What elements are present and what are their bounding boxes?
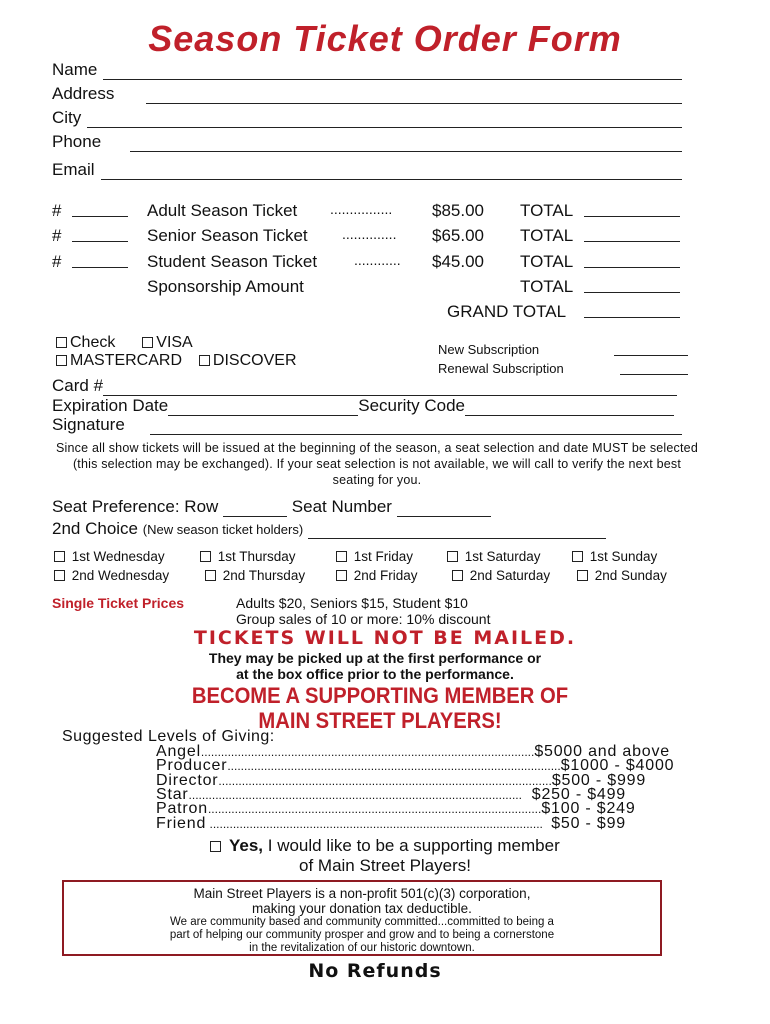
ticket-label: Senior Season Ticket [147,226,308,245]
form-title: Season Ticket Order Form [148,18,622,59]
level-amount: $250 - $499 [531,786,626,803]
city-line[interactable] [87,111,682,128]
check-checkbox[interactable] [56,337,67,348]
day-checkbox[interactable] [336,551,347,562]
visa-label: VISA [156,334,193,351]
renewal-subscription-line[interactable] [620,361,688,375]
level-amount: $1000 - $4000 [560,757,675,774]
level-name: Friend [156,815,207,832]
no-refunds: No Refunds [308,960,442,982]
day-label: 2nd Thursday [222,568,306,583]
name-field[interactable] [52,60,682,80]
grand-total-row [52,302,682,324]
phone-line[interactable] [130,135,682,152]
day-checkbox[interactable] [205,570,216,581]
signature-label: Signature [52,415,125,434]
ticket-price: $85.00 [432,201,484,220]
day-label: 2nd Friday [353,568,418,583]
giving-level: Angel .................................................................................................... $5000 and above [156,743,670,760]
level-name: Patron [156,800,208,817]
pickup-line: at the box office prior to the performance. [236,666,514,682]
community-line: in the revitalization of our historic downtown. [249,942,475,954]
giving-level: Friend .................................................................................................... $50 - $99 [156,815,626,832]
second-choice-label: 2nd Choice [52,519,139,538]
grand-total-line[interactable] [584,302,680,318]
new-subscription-line[interactable] [614,342,688,356]
ticket-price: $65.00 [432,226,484,245]
day-checkbox[interactable] [200,551,211,562]
address-line[interactable] [146,87,682,104]
senior-qty-line[interactable] [72,226,128,242]
student-qty-line[interactable] [72,252,128,268]
expiration-line[interactable] [168,399,358,416]
level-name: Director [156,772,219,789]
total-label: TOTAL [520,252,574,271]
day-checkbox[interactable] [54,551,65,562]
ticket-dots: ................ [330,201,393,217]
email-field[interactable] [52,160,682,180]
renewal-subscription-label: Renewal Subscription [438,361,564,376]
pickup-line: They may be picked up at the first performance or [208,650,542,666]
seat-number-label: Seat Number [291,497,392,516]
day-label: 1st Wednesday [71,549,165,564]
check-option[interactable] [56,334,115,351]
day-label: 1st Friday [353,549,414,564]
yes-member-option[interactable] [0,836,770,876]
second-choice-line[interactable] [308,523,606,539]
yes-label: Yes, [228,836,264,855]
levels-title: Suggested Levels of Giving: [62,728,275,745]
ticket-hash: # [52,252,62,271]
level-name: Star [156,786,189,803]
signature-field[interactable] [52,415,682,435]
new-subscription [438,342,539,357]
group-discount: Group sales of 10 or more: 10% discount [236,611,491,627]
level-amount: $50 - $99 [551,815,626,832]
expiration-label: Expiration Date [52,396,169,415]
level-name: Angel [156,743,201,760]
yes-text: I would like to be a supporting member [267,836,560,855]
single-ticket-label: Single Ticket Prices [52,595,185,611]
expiration-security-field[interactable] [52,396,674,416]
level-name: Producer [156,757,228,774]
seat-number-line[interactable] [397,501,491,517]
day-checkbox[interactable] [577,570,588,581]
level-amount: $5000 and above [534,743,670,760]
seat-row-label: Seat Preference: Row [52,497,219,516]
address-label: Address [52,84,115,103]
renewal-subscription [438,361,564,376]
mastercard-checkbox[interactable] [56,355,67,366]
day-option[interactable] [572,549,657,564]
security-code-line[interactable] [465,399,674,416]
city-label: City [52,108,82,127]
email-label: Email [52,160,95,179]
discover-checkbox[interactable] [199,355,210,366]
ticket-price: $45.00 [432,252,484,271]
card-number-label: Card # [52,376,104,395]
ticket-row-senior [52,226,682,248]
yes-checkbox[interactable] [210,841,221,852]
day-label: 2nd Saturday [469,568,551,583]
name-line[interactable] [103,63,682,80]
day-option[interactable] [452,568,550,583]
sponsorship-row [52,277,682,299]
ticket-dots: .............. [342,226,397,242]
signature-line[interactable] [150,418,682,435]
total-label: TOTAL [520,226,574,245]
phone-label: Phone [52,132,102,151]
ticket-label: Adult Season Ticket [147,201,298,220]
seat-row-line[interactable] [223,501,287,517]
giving-level: Patron .................................................................................................... $100 - $249 [156,800,636,817]
discover-label: DISCOVER [212,352,297,369]
supporting-member-heading [30,683,729,733]
day-option[interactable] [577,568,667,583]
senior-total-line[interactable] [584,226,680,242]
mastercard-option[interactable] [56,352,182,369]
day-checkbox[interactable] [447,551,458,562]
day-option[interactable] [205,568,305,583]
card-number-field[interactable] [52,376,677,396]
total-label: TOTAL [520,277,574,296]
become-line: BECOME A SUPPORTING MEMBER OF [191,683,569,708]
level-amount: $500 - $999 [551,772,647,789]
become-line: MAIN STREET PLAYERS! [258,708,502,733]
ticket-row-student [52,252,682,274]
seat-notice: Since all show tickets will be issued at the beginning of the season, a seat selection and date MUST be selected (this selection may be exchanged). If your seat selection is not available, we will call to verify the next best seating for you. [56,441,698,487]
ticket-row-adult [52,201,682,223]
day-checkbox[interactable] [54,570,65,581]
giving-level: Producer .................................................................................................... $1000 - $4000 [156,757,675,774]
nonprofit-line: making your donation tax deductible. [252,901,472,916]
single-ticket-prices: Adults $20, Seniors $15, Student $10 [236,595,468,611]
day-label: 1st Saturday [464,549,541,564]
pickup-note [0,650,750,682]
adult-total-line[interactable] [584,201,680,217]
security-code-label: Security Code [358,396,466,415]
day-option[interactable] [200,549,296,564]
ticket-dots: ............ [354,252,401,268]
day-checkbox[interactable] [336,570,347,581]
community-line: part of helping our community prosper and grow and to being a cornerstone [169,929,555,941]
seat-preference-row [52,497,491,517]
second-choice-row [52,519,606,539]
ticket-hash: # [52,201,62,220]
check-label: Check [70,334,116,351]
ticket-label: Student Season Ticket [147,252,318,271]
nonprofit-info-box [62,880,662,956]
day-option[interactable] [54,568,169,583]
day-checkbox[interactable] [572,551,583,562]
day-option[interactable] [336,549,413,564]
day-label: 1st Thursday [217,549,296,564]
card-number-line[interactable] [103,379,677,396]
visa-option[interactable] [142,334,192,351]
discover-option[interactable] [199,352,297,369]
adult-qty-line[interactable] [72,201,128,217]
community-line: We are community based and community committed...committed to being a [170,916,554,928]
student-total-line[interactable] [584,252,680,268]
second-choice-note: (New season ticket holders) [142,522,304,537]
total-label: TOTAL [520,201,574,220]
address-field[interactable] [52,84,682,104]
new-subscription-label: New Subscription [438,342,540,357]
day-label: 2nd Wednesday [71,568,170,583]
ticket-hash: # [52,226,62,245]
yes-text-line2: of Main Street Players! [299,856,471,875]
day-option[interactable] [336,568,418,583]
giving-level: Director .................................................................................................... $500 - $999 [156,772,647,789]
giving-level: Star .................................................................................................... $250 - $499 [156,786,626,803]
sponsorship-total-line[interactable] [584,277,680,293]
phone-field[interactable] [52,132,682,152]
email-line[interactable] [101,163,682,180]
day-option[interactable] [447,549,541,564]
name-label: Name [52,60,98,79]
grand-total-label: GRAND TOTAL [447,302,567,321]
visa-checkbox[interactable] [142,337,153,348]
payment-row-1 [56,334,193,352]
level-amount: $100 - $249 [541,800,636,817]
sponsorship-label: Sponsorship Amount [147,277,304,296]
day-option[interactable] [54,549,165,564]
day-checkbox[interactable] [452,570,463,581]
mastercard-label: MASTERCARD [70,352,183,369]
payment-row-2 [56,352,297,370]
day-label: 2nd Sunday [594,568,667,583]
nonprofit-line: Main Street Players is a non-profit 501(c)(3) corporation, [193,886,531,901]
day-label: 1st Sunday [589,549,658,564]
city-field[interactable] [52,108,682,128]
not-mailed-heading: TICKETS WILL NOT BE MAILED. [193,627,577,649]
